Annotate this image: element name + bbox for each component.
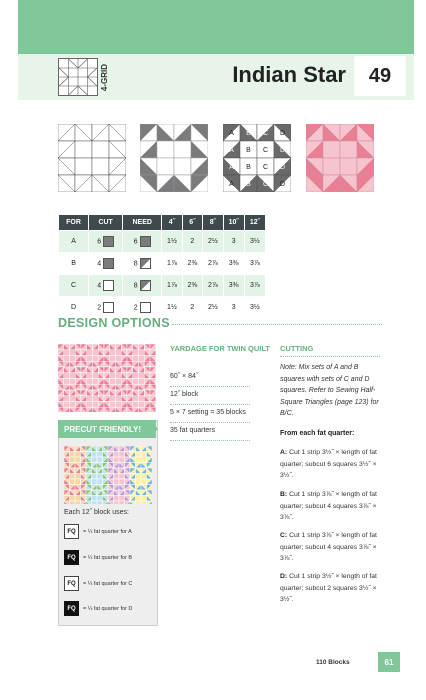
cell-6: 2 (182, 297, 202, 319)
svg-text:B: B (246, 164, 251, 171)
cell-4: 1⅞ (162, 275, 182, 297)
footer-book-title: 110 Blocks (316, 659, 350, 666)
cell-6: 2⅜ (182, 253, 202, 275)
banner-arrow-icon (150, 420, 158, 438)
cell-6: 2 (182, 231, 202, 253)
yardage-fat-quarters: 35 fat quarters (170, 427, 216, 434)
svg-text:C: C (262, 181, 269, 188)
header-cut: CUT (89, 215, 123, 231)
svg-text:A: A (229, 130, 234, 137)
svg-text:C: C (262, 147, 269, 154)
yardage-title: YARDAGE FOR TWIN QUILT (170, 344, 270, 353)
fq-item-a: FQ = ¼ fat quarter for A (64, 524, 132, 539)
precut-banner: PRECUT FRIENDLY! (58, 420, 156, 438)
yardage-setting: 5 × 7 setting = 35 blocks (170, 409, 246, 416)
cutting-table (58, 214, 266, 319)
fq-dark-icon: FQ (64, 601, 79, 616)
svg-text:A: A (229, 164, 234, 171)
cut-instruction-b: B: Cut 1 strip 3⅞˝ × length of fat quarter; subcut 4 squares 3⅞˝ × 3⅞˝. (280, 491, 377, 521)
svg-text:A: A (229, 181, 234, 188)
header-8: 8˝ (203, 215, 223, 231)
cell-12: 3½ (244, 297, 265, 319)
yardage-block: 12˝ block (170, 391, 199, 398)
half-triangle-icon (140, 258, 151, 269)
divider (170, 440, 250, 441)
cell-8: 2½ (203, 297, 223, 319)
block-pink-diagram (306, 124, 374, 192)
cut-instruction-c: C: Cut 1 strip 3⅞˝ × length of fat quarter; subcut 4 squares 3⅞˝ × 3⅞˝. (280, 532, 377, 562)
svg-text:D: D (279, 181, 286, 188)
cell-for: D (59, 297, 89, 319)
svg-text:B: B (246, 181, 251, 188)
header-10: 10˝ (223, 215, 244, 231)
cell-for: C (59, 275, 89, 297)
cut-instruction-a: A: Cut 1 strip 3½˝ × length of fat quarter; subcut 6 squares 3½˝ × 3½˝. (280, 449, 377, 479)
table-row (59, 253, 266, 275)
svg-text:C: C (262, 130, 269, 137)
cutting-title: CUTTING (280, 344, 314, 353)
header-for: FOR (59, 215, 89, 231)
svg-text:A: A (229, 147, 234, 154)
header-6: 6˝ (182, 215, 202, 231)
block-outline-diagram (58, 124, 126, 192)
fq-item-c: FQ = ¼ fat quarter for C (64, 576, 132, 591)
svg-text:D: D (279, 147, 286, 154)
each-block-label: Each 12˝ block uses: (64, 509, 129, 516)
cell-6: 2⅜ (182, 275, 202, 297)
block-gray-diagram (140, 124, 208, 192)
grid-label: 4-GRID (100, 63, 110, 91)
divider (170, 404, 250, 405)
fq-light-icon: FQ (64, 524, 79, 539)
fq-dark-icon: FQ (64, 550, 79, 565)
cell-need: 8 (123, 253, 162, 275)
cell-10: 3 (223, 231, 244, 253)
half-triangle-icon (140, 280, 151, 291)
table-row (59, 275, 266, 297)
block-title: Indian Star (232, 62, 346, 87)
svg-text:B: B (246, 130, 251, 137)
cell-4: 1⅞ (162, 253, 182, 275)
white-square-icon (140, 302, 151, 313)
svg-text:D: D (279, 164, 286, 171)
white-square-icon (103, 302, 114, 313)
cell-12: 3½ (244, 231, 265, 253)
cell-8: 2⅞ (203, 275, 223, 297)
divider (280, 356, 380, 357)
fq-light-icon: FQ (64, 576, 79, 591)
table-row (59, 231, 266, 253)
cell-cut: 4 (89, 275, 123, 297)
cell-4: 1½ (162, 231, 182, 253)
header-12: 12˝ (244, 215, 265, 231)
gray-square-icon (140, 236, 151, 247)
white-square-icon (103, 280, 114, 291)
cell-for: A (59, 231, 89, 253)
cell-4: 1½ (162, 297, 182, 319)
fq-item-b: FQ = ¼ fat quarter for B (64, 550, 132, 565)
block-number: 49 (354, 56, 406, 96)
cell-12: 3⅞ (244, 275, 265, 297)
header-4: 4˝ (162, 215, 182, 231)
block-lettered-diagram (223, 124, 291, 192)
cutting-note: Note: Mix sets of A and B squares with sets of C and D squares. Refer to Sewing Half-Square Triangles (page 123) for B/C. (280, 364, 379, 417)
fat-quarter-heading: From each fat quarter: (280, 430, 355, 437)
cell-need: 8 (123, 275, 162, 297)
gray-square-icon (103, 258, 114, 269)
header-top-band (18, 0, 414, 54)
cell-10: 3⅜ (223, 253, 244, 275)
yardage-size: 60˝ × 84˝ (170, 373, 199, 380)
fq-item-d: FQ = ¼ fat quarter for D (64, 601, 132, 616)
grid-icon (58, 58, 98, 96)
precut-quilt-image (64, 446, 152, 504)
cell-8: 2½ (203, 231, 223, 253)
cell-10: 3 (223, 297, 244, 319)
page-number: 61 (378, 652, 400, 672)
header-need: NEED (123, 215, 162, 231)
cell-8: 2⅞ (203, 253, 223, 275)
svg-text:B: B (246, 147, 251, 154)
svg-text:C: C (262, 164, 269, 171)
cell-cut: 4 (89, 253, 123, 275)
cell-10: 3⅜ (223, 275, 244, 297)
cell-cut: 2 (89, 297, 123, 319)
svg-text:D: D (279, 130, 286, 137)
gray-square-icon (103, 236, 114, 247)
cell-cut: 6 (89, 231, 123, 253)
quilt-preview-image (58, 344, 156, 412)
design-options-heading: DESIGN OPTIONS (58, 316, 170, 330)
cut-instruction-d: D: Cut 1 strip 3½˝ × length of fat quarter; subcut 2 squares 3½˝ × 3½˝. (280, 573, 377, 603)
cell-need: 2 (123, 297, 162, 319)
divider (170, 422, 250, 423)
cell-need: 6 (123, 231, 162, 253)
divider (172, 324, 382, 325)
cell-for: B (59, 253, 89, 275)
cell-12: 3⅞ (244, 253, 265, 275)
divider (170, 386, 250, 387)
